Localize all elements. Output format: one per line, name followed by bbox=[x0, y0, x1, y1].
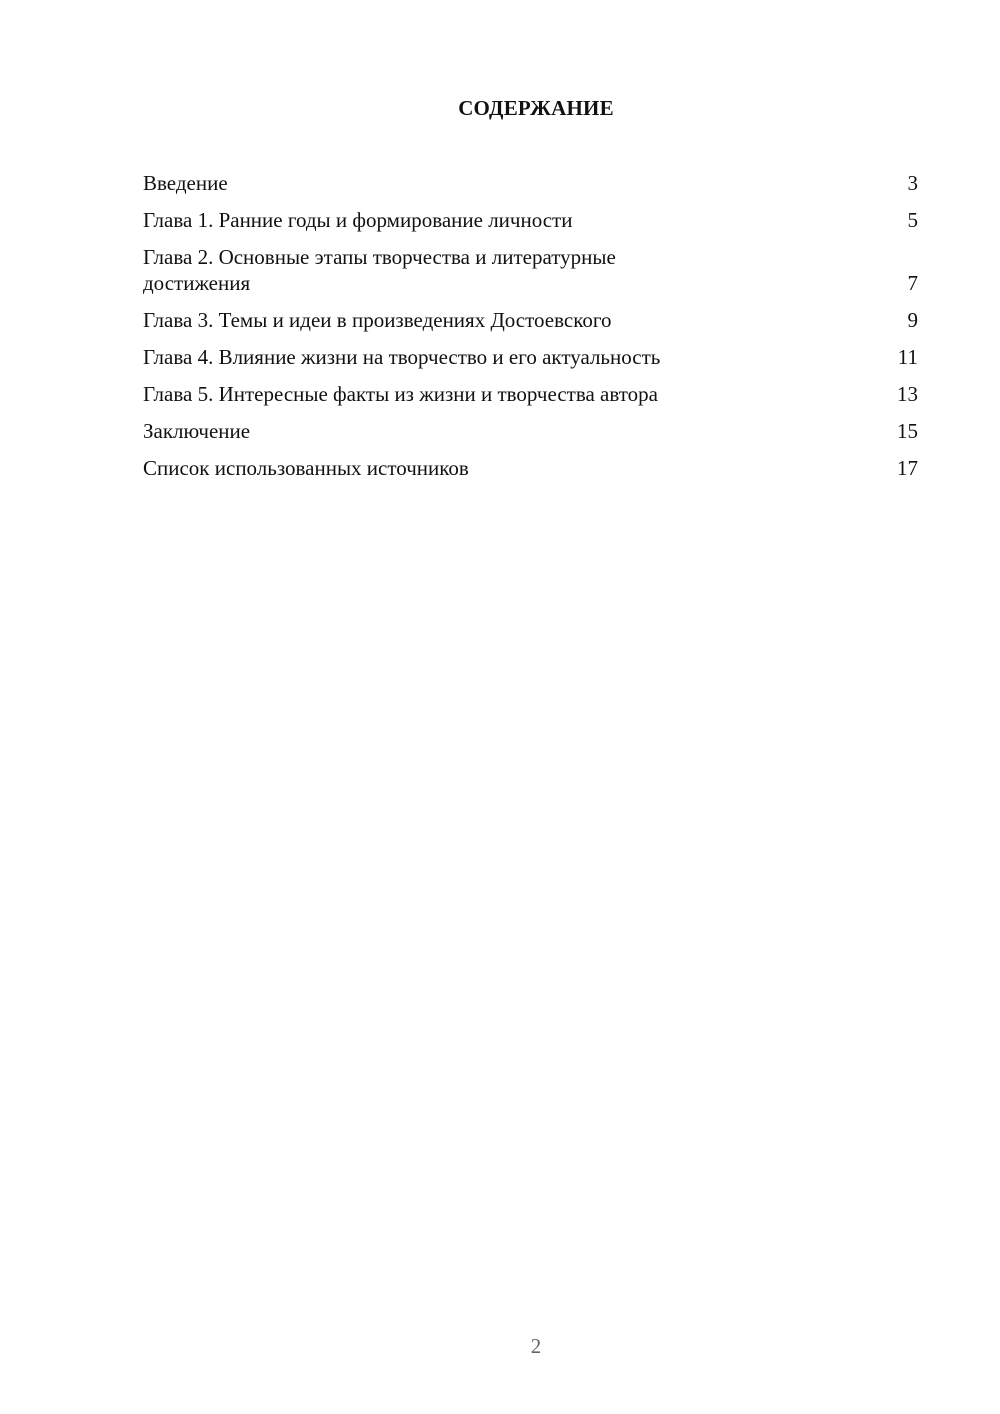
toc-entry-page: 7 bbox=[907, 271, 918, 295]
toc-entry-introduction[interactable] bbox=[143, 170, 918, 196]
toc-entry-title: Глава 2. Основные этапы творчества и литературные достижения bbox=[143, 245, 616, 295]
toc-entry-page: 3 bbox=[907, 171, 918, 195]
toc-entry-references[interactable] bbox=[143, 455, 918, 481]
toc-entry-title: Глава 3. Темы и идеи в произведениях Достоевского bbox=[143, 308, 612, 332]
toc-entry-page: 9 bbox=[907, 308, 918, 332]
toc-entry-chapter-2[interactable] bbox=[143, 244, 918, 296]
toc-entry-chapter-5[interactable] bbox=[143, 381, 918, 407]
toc-entry-chapter-4[interactable] bbox=[143, 344, 918, 370]
toc-entry-chapter-3[interactable] bbox=[143, 307, 918, 333]
toc-heading: СОДЕРЖАНИЕ bbox=[458, 96, 614, 120]
toc-entry-page: 13 bbox=[897, 382, 918, 406]
toc-entry-page: 15 bbox=[897, 419, 918, 443]
toc-entry-title: Глава 5. Интересные факты из жизни и творчества автора bbox=[143, 382, 658, 406]
toc-entry-title: Глава 1. Ранние годы и формирование личности bbox=[143, 208, 573, 232]
toc-entry-page: 5 bbox=[907, 208, 918, 232]
toc-entry-title: Список использованных источников bbox=[143, 456, 469, 480]
toc-entry-page: 11 bbox=[897, 345, 918, 369]
toc-entry-title: Глава 4. Влияние жизни на творчество и его актуальность bbox=[143, 345, 661, 369]
toc-entry-page: 17 bbox=[897, 456, 918, 480]
toc-entry-title: Заключение bbox=[143, 419, 251, 443]
table-of-contents bbox=[143, 170, 918, 492]
toc-entry-title: Введение bbox=[143, 171, 228, 195]
toc-entry-conclusion[interactable] bbox=[143, 418, 918, 444]
toc-entry-chapter-1[interactable] bbox=[143, 207, 918, 233]
page-number: 2 bbox=[530, 1334, 542, 1358]
